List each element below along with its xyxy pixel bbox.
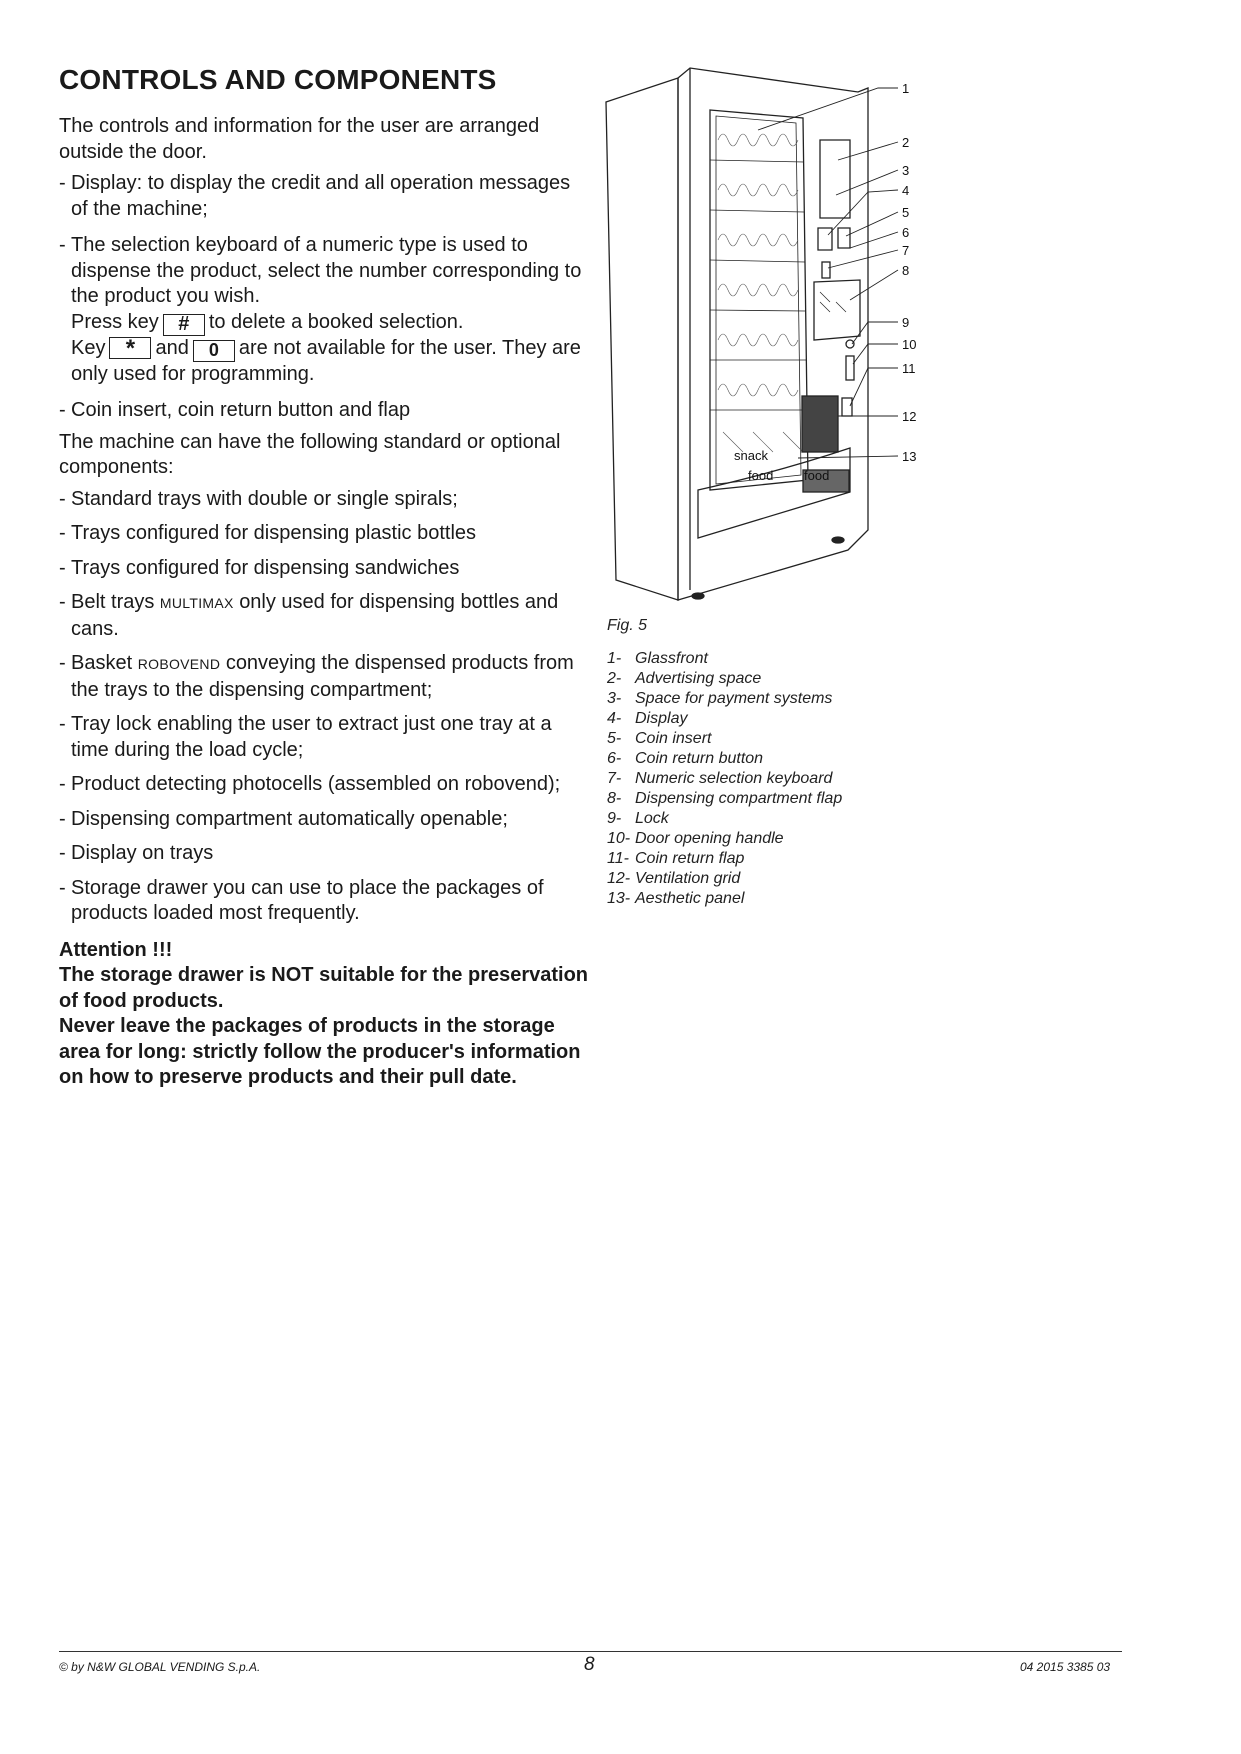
star-key-icon: * [109, 337, 151, 359]
cabinet-front [678, 68, 868, 600]
list-item-sandwiches [59, 556, 589, 582]
list-item-text: Dispensing compartment automatically openable; [71, 807, 508, 830]
callout-number: 1 [902, 81, 910, 96]
legend-number: 7- [607, 770, 622, 787]
dash: - [59, 522, 66, 544]
legend-number: 6- [607, 750, 622, 767]
legend-item [607, 889, 927, 909]
dash: - [59, 591, 66, 613]
dash: - [59, 234, 66, 256]
legend-label: Glassfront [635, 650, 708, 667]
glassfront [710, 110, 808, 490]
list-item-text: Standard trays with double or single spirals; [71, 487, 458, 510]
list-item-display [59, 171, 589, 222]
legend-number: 10- [607, 830, 631, 847]
callout-number: 10 [902, 337, 917, 352]
list-item-text: conveying the dispensed products from the trays to the dispensing compartment; [71, 652, 574, 701]
document-code: 04 2015 3385 03 [1020, 1660, 1111, 1674]
legend-label: Aesthetic panel [635, 890, 745, 907]
callout-number: 11 [902, 361, 916, 376]
advertising-space [820, 140, 850, 218]
legend-label: Display [635, 710, 688, 727]
legend-number: 9- [607, 810, 622, 827]
list-item-text: Display: to display the credit and all operation messages of the machine; [71, 172, 571, 220]
legend-label: Numeric selection keyboard [635, 770, 833, 787]
panel-text-snack: snack [734, 448, 768, 463]
legend-item [607, 789, 927, 809]
callout-number: 6 [902, 225, 910, 240]
legend-label: Coin return flap [635, 850, 745, 867]
legend-label: Lock [635, 810, 669, 827]
list-item-text: Belt trays [71, 591, 155, 613]
display-panel [818, 228, 832, 250]
callout-number: 7 [902, 243, 910, 258]
panel-text-food: food [748, 468, 774, 483]
page-number: 8 [584, 1654, 595, 1675]
list-item-text: Coin insert, coin return button and flap [71, 399, 411, 421]
list-item-bottles [59, 521, 589, 547]
legend-number: 1- [607, 650, 622, 667]
legend-number: 2- [607, 670, 622, 687]
legend-item [607, 649, 927, 669]
dash: - [59, 399, 66, 421]
aesthetic-panel [698, 448, 850, 538]
figure-legend [607, 649, 927, 909]
list-item-tray-lock [59, 712, 589, 763]
intro-paragraph: The controls and information for the user are arranged outside the door. [59, 115, 540, 163]
figure-caption: Fig. 5 [607, 617, 648, 634]
list-item-display-trays [59, 841, 589, 867]
legend-number: 3- [607, 690, 622, 707]
delete-selection-text: to delete a booked selection. [208, 310, 464, 333]
body-text [59, 114, 589, 1091]
programming-text: are not available for the user. They are only used for programming. [71, 336, 581, 385]
legend-item [607, 809, 927, 829]
legend-number: 5- [607, 730, 622, 747]
dash: - [59, 842, 66, 864]
components-intro: The machine can have the following standard or optional components: [59, 430, 561, 478]
callout-number: 12 [902, 409, 917, 424]
list-item-text: Trays configured for dispensing sandwiches [71, 556, 460, 579]
dash: - [59, 652, 66, 674]
door-handle [846, 356, 854, 380]
legend-label: Dispensing compartment flap [635, 790, 843, 807]
legend-number: 8- [607, 790, 622, 807]
callout-number: 4 [902, 183, 910, 198]
legend-label: Ventilation grid [635, 870, 741, 887]
callout-number: 5 [902, 205, 910, 220]
list-item-text: Storage drawer you can use to place the packages of products loaded most frequently. [71, 876, 544, 924]
list-item-compartment [59, 807, 589, 833]
list-item-photocells [59, 772, 589, 798]
legend-label: Space for payment systems [635, 690, 833, 707]
legend-label: Door opening handle [635, 830, 784, 847]
press-key-text: Press key [71, 310, 159, 333]
legend-item [607, 849, 927, 869]
list-item-text: Trays configured for dispensing plastic bottles [71, 522, 477, 544]
zero-key-icon: 0 [193, 340, 235, 362]
keyboard-intro: The selection keyboard of a numeric type is used to dispense the product, select the number corresponding to the product you wish. [71, 234, 582, 307]
list-item-text: Display on trays [71, 842, 214, 864]
list-item-text: Basket [71, 652, 133, 674]
callout-number: 13 [902, 449, 917, 464]
callout-number: 2 [902, 135, 910, 150]
dash: - [59, 773, 66, 795]
footer-divider [59, 1651, 1122, 1652]
attention-block [59, 938, 589, 1091]
coin-return-flap [842, 398, 852, 416]
lock [846, 340, 854, 348]
legend-item [607, 829, 927, 849]
legend-item [607, 869, 927, 889]
ventilation-grid [802, 396, 838, 452]
page-title: CONTROLS AND COMPONENTS [59, 64, 497, 95]
dash: - [59, 556, 66, 579]
legend-item [607, 689, 927, 709]
legend-number: 12- [607, 870, 631, 887]
callout-number: 9 [902, 315, 910, 330]
list-item-keyboard [59, 233, 589, 387]
legend-number: 13- [607, 890, 631, 907]
dash: - [59, 713, 66, 735]
callout-number: 8 [902, 263, 910, 278]
list-item-text: only used for dispensing bottles and cans. [71, 591, 559, 640]
attention-warning: The storage drawer is NOT suitable for the preservation of food products. [59, 964, 589, 1012]
legend-number: 11- [607, 850, 629, 867]
brand-name: ROBOVEND [137, 656, 221, 672]
list-item-storage-drawer [59, 876, 589, 927]
brand-name: MULTIMAX [159, 595, 234, 611]
dash: - [59, 876, 66, 899]
attention-title: Attention !!! [59, 938, 173, 961]
list-item-text: Product detecting photocells (assembled on robovend); [71, 773, 561, 795]
list-item-spirals [59, 487, 589, 513]
compartment-flap [814, 280, 860, 340]
dash: - [59, 172, 66, 194]
key-text: Key [71, 336, 106, 359]
attention-warning: Never leave the packages of products in the storage area for long: strictly follow the producer's information on how to preserve products and their pull date. [59, 1015, 581, 1088]
dash: - [59, 807, 66, 830]
list-item-belt-trays [59, 590, 589, 642]
legend-item [607, 769, 927, 789]
dash: - [59, 487, 66, 510]
and-text: and [155, 336, 189, 359]
list-item-basket [59, 651, 589, 703]
legend-label: Coin return button [635, 750, 764, 767]
legend-item [607, 709, 927, 729]
callout-number: 3 [902, 163, 910, 178]
coin-insert [838, 228, 850, 248]
legend-item [607, 669, 927, 689]
legend-item [607, 749, 927, 769]
list-item-text: Tray lock enabling the user to extract just one tray at a time during the load cycle; [71, 713, 552, 761]
list-item-coin [59, 398, 589, 424]
legend-label: Coin insert [635, 730, 712, 747]
selection-keyboard [822, 262, 830, 278]
legend-label: Advertising space [635, 670, 762, 687]
footer-copyright: © by N&W GLOBAL VENDING S.p.A. [59, 1660, 261, 1674]
hash-key-icon: # [163, 314, 205, 336]
vending-machine-figure [598, 60, 1038, 620]
panel-text-food: food [804, 468, 830, 483]
legend-number: 4- [607, 710, 622, 727]
legend-item [607, 729, 927, 749]
cabinet-side [606, 78, 678, 600]
